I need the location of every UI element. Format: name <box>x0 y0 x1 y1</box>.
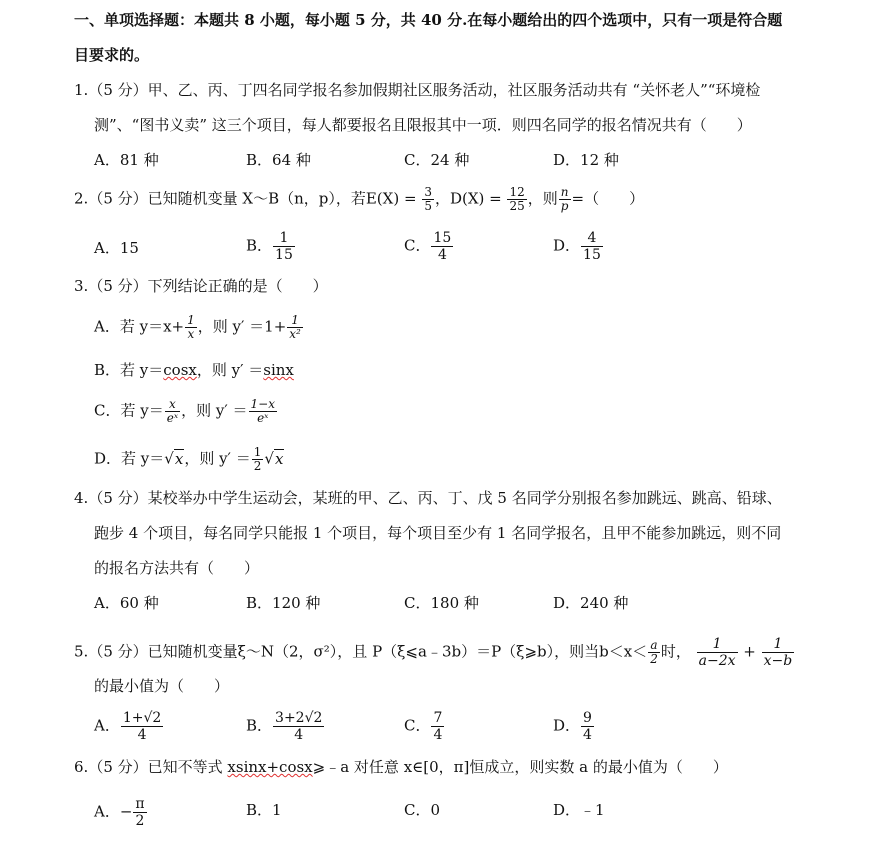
q2-option-a[interactable]: A．15 <box>94 239 139 257</box>
q3-option-b[interactable] <box>94 360 294 380</box>
q3-a-f1-num: 1 <box>187 313 195 327</box>
q5-opt-b-label: B． <box>246 716 273 735</box>
q3-d-f-den: 2 <box>253 459 262 473</box>
q4-option-a[interactable]: A．60 种 <box>94 594 159 612</box>
q5-a2-den: 2 <box>650 652 658 666</box>
q3-c-f2-den: eˣ <box>257 411 269 425</box>
q5-opt-a-num: 1+√2 <box>122 710 162 726</box>
q2-opt-c-label: C． <box>404 236 431 255</box>
q3-b-pre: B．若 y＝ <box>94 361 164 379</box>
q6-stem <box>74 757 728 777</box>
q2-option-c[interactable] <box>404 230 454 263</box>
q5-opt-c-label: C． <box>404 716 431 735</box>
q2-text-c: ，则 <box>527 189 558 208</box>
q1-option-d[interactable]: D．12 种 <box>553 151 619 169</box>
q6-opt-a-label: A．− <box>94 802 133 821</box>
q3-b-sin: sinx <box>263 361 294 379</box>
q5-opt-a-fraction <box>121 710 163 743</box>
q5-opt-d-label: D． <box>553 716 581 735</box>
q3-c-mid: ，则 y′ ＝ <box>181 401 248 420</box>
q3-d-pre: D．若 y＝ <box>94 449 165 468</box>
q6-option-a[interactable] <box>94 796 148 829</box>
q3-a-frac2 <box>287 314 303 341</box>
q6-score: （5 分） <box>88 758 148 776</box>
q1-stem-line2: 测”、“图书义卖” 这三个项目，每人都要报名且限报其中一项．则四名同学的报名情况共有（ ） <box>94 116 752 134</box>
q3-option-d[interactable]: D．若 y＝√x，则 y′ ＝ $\frac{1}{2}$ √x <box>94 445 284 473</box>
q4-option-b[interactable]: B．120 种 <box>246 594 321 612</box>
q5-f2-den: x−b <box>763 653 793 669</box>
q2-ex-fraction <box>422 186 434 213</box>
q2-opt-d-fraction <box>581 230 603 263</box>
q3-d-frac <box>252 446 264 473</box>
q5-option-d[interactable] <box>553 710 595 743</box>
q2-opt-d-label: D． <box>553 236 581 255</box>
q5-f1-den: a−2x <box>698 653 736 669</box>
q3-a-mid: ，则 y′ ＝1+ <box>197 317 287 336</box>
q5-opt-d-den: 4 <box>583 727 592 743</box>
q2-dx-den: 25 <box>509 199 525 213</box>
q2-text-d: =（ ） <box>571 189 645 208</box>
q3-c-frac1 <box>165 398 180 425</box>
q3-a-f1-den: x <box>187 327 195 341</box>
section-heading-line2: 目要求的。 <box>74 46 150 64</box>
q6-opt-a-num: π <box>135 796 145 812</box>
q5-plus: + <box>743 642 756 661</box>
q5-f1-fraction <box>697 636 738 669</box>
q4-stem-line1 <box>74 488 782 508</box>
q2-opt-d-den: 15 <box>583 247 601 263</box>
q6-text-wavy: xsinx+cosx <box>227 758 313 776</box>
q6-option-d[interactable]: D．﹣1 <box>553 801 605 819</box>
q4-stem-line3: 的报名方法共有（ ） <box>94 559 260 577</box>
q2-opt-c-fraction <box>431 230 453 263</box>
q3-a-pre: A．若 y＝x+ <box>94 317 185 336</box>
q2-stem <box>74 186 644 213</box>
q6-text-a: 已知不等式 <box>147 758 228 776</box>
q5-opt-a-label: A． <box>94 716 120 735</box>
q3-a-f2-num: 1 <box>287 314 303 328</box>
q6-opt-a-fraction <box>133 796 146 829</box>
q5-a2-fraction <box>648 639 660 666</box>
q5-option-b[interactable] <box>246 710 325 743</box>
q5-a2-num: a <box>648 639 660 653</box>
q4-score: （5 分） <box>88 489 148 507</box>
q2-opt-c-num: 15 <box>433 230 452 246</box>
q5-opt-d-fraction <box>581 710 594 743</box>
q5-opt-a-den: 4 <box>137 727 147 743</box>
q5-opt-c-fraction <box>431 710 444 743</box>
q6-option-b[interactable]: B．1 <box>246 801 282 819</box>
q5-opt-d-num: 9 <box>583 710 592 726</box>
q3-c-frac2 <box>249 398 277 425</box>
q2-opt-b-label: B． <box>246 236 273 255</box>
q4-stem-line2: 跑步 4 个项目，每名同学只能报 1 个项目，每个项目至少有 1 名同学报名，且甲不能参加跳远，则不同 <box>94 524 782 542</box>
q2-ex-den: 5 <box>424 199 432 213</box>
q5-opt-b-num: 3+2√2 <box>275 710 323 726</box>
q3-d-sqrt: x <box>174 449 184 468</box>
q2-opt-b-den: 15 <box>275 247 293 263</box>
q6-number: 6. <box>74 758 89 776</box>
q2-option-d[interactable] <box>553 230 604 263</box>
q3-d-mid: ，则 y′ ＝ <box>184 449 251 468</box>
q5-f2-fraction <box>762 636 795 669</box>
q3-text: 下列结论正确的是（ ） <box>147 277 328 295</box>
q2-opt-d-num: 4 <box>581 230 603 247</box>
q6-opt-a-den: 2 <box>135 813 145 829</box>
q2-option-b[interactable] <box>246 230 296 263</box>
q3-number: 3. <box>74 277 89 295</box>
q3-d-f-num: 1 <box>253 445 262 459</box>
q5-text-b: 时， <box>660 642 691 661</box>
q5-text-a: 已知随机变量ξ～N（2，σ²），且 P（ξ⩽a﹣3b）＝P（ξ⩾b），则当b＜x＜ <box>147 642 648 661</box>
q2-np-fraction <box>559 186 571 213</box>
q5-f1-num: 1 <box>697 636 738 653</box>
q2-np-num: n <box>560 185 569 199</box>
q3-score: （5 分） <box>88 277 148 295</box>
q4-option-d[interactable]: D．240 种 <box>553 594 629 612</box>
q4-text1: 某校举办中学生运动会，某班的甲、乙、丙、丁、戊 5 名同学分别报名参加跳远、跳高、铅球、 <box>147 489 782 507</box>
q4-number: 4. <box>74 489 89 507</box>
q3-c-f1-den: eˣ <box>166 411 179 425</box>
q2-number: 2. <box>74 189 89 208</box>
q6-option-c[interactable]: C．0 <box>404 801 441 819</box>
q5-opt-c-num: 7 <box>433 710 443 726</box>
q3-b-mid: ，则 y′ ＝ <box>196 361 264 379</box>
q5-opt-b-fraction <box>273 710 324 743</box>
q3-c-f1-num: x <box>165 398 180 412</box>
q1-option-c[interactable]: C．24 种 <box>404 151 470 169</box>
q2-dx-fraction <box>507 186 526 213</box>
q2-opt-b-fraction <box>273 230 295 263</box>
q3-c-f2-num: 1−x <box>250 397 275 411</box>
q1-stem-line1 <box>74 80 760 100</box>
q2-opt-b-num: 1 <box>273 230 295 247</box>
q3-option-a[interactable] <box>94 314 304 341</box>
q6-text-b: ⩾﹣a 对任意 x∈[0，π]恒成立，则实数 a 的最小值为（ ） <box>312 758 728 776</box>
q5-option-a[interactable] <box>94 710 164 743</box>
q1-option-a[interactable]: A．81 种 <box>94 151 159 169</box>
q5-number: 5. <box>74 642 89 661</box>
q2-np-den: p <box>560 199 569 213</box>
q5-f2-num: 1 <box>762 636 795 653</box>
q3-a-f2-den: x² <box>289 327 301 341</box>
q3-b-cos: cosx <box>163 361 197 379</box>
q5-opt-b-den: 4 <box>294 727 304 743</box>
q1-score: （5 分） <box>88 81 148 99</box>
q1-text1: 甲、乙、丙、丁四名同学报名参加假期社区服务活动，社区服务活动共有 “关怀老人”“环境检 <box>147 81 761 99</box>
q1-option-b[interactable]: B．64 种 <box>246 151 311 169</box>
q2-text-b: ，D(X) = <box>434 189 502 208</box>
q2-ex-num: 3 <box>424 185 432 199</box>
q3-c-pre: C．若 y＝ <box>94 401 164 420</box>
q3-d-sqrt2: x <box>274 449 284 468</box>
q2-text-a: 已知随机变量 X～B（n，p），若E(X) = <box>147 189 417 208</box>
q5-opt-c-den: 4 <box>433 727 443 743</box>
section-heading-line1: 一、单项选择题：本题共 8 小题，每小题 5 分，共 40 分.在每小题给出的四个选项中，只有一项是符合题 <box>74 11 783 29</box>
q2-score: （5 分） <box>88 189 148 208</box>
q5-option-c[interactable] <box>404 710 445 743</box>
q2-dx-num: 12 <box>509 185 525 199</box>
q5-stem-line2: 的最小值为（ ） <box>94 677 230 695</box>
q3-stem <box>74 276 328 296</box>
q2-opt-c-den: 4 <box>437 247 447 263</box>
q3-option-c[interactable] <box>94 398 278 425</box>
q5-score: （5 分） <box>88 642 148 661</box>
q3-a-frac1 <box>185 314 197 341</box>
q4-option-c[interactable]: C．180 种 <box>404 594 479 612</box>
q1-number: 1. <box>74 81 89 99</box>
q5-stem <box>74 636 795 669</box>
